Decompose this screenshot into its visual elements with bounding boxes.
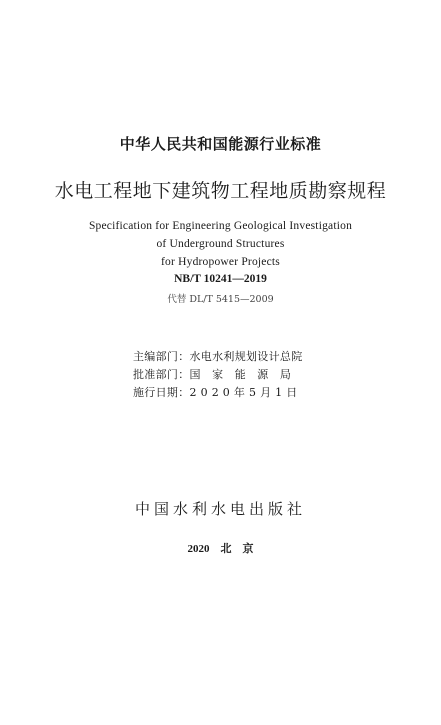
title-chinese: 水电工程地下建筑物工程地质勘察规程 [54, 180, 387, 202]
title-english-line-3: for Hydropower Projects [161, 256, 280, 268]
industry-standard-heading: 中华人民共和国能源行业标准 [119, 135, 322, 153]
title-english-line-2: of Underground Structures [156, 238, 285, 250]
publisher-name: 中国水利水电出版社 [134, 500, 306, 518]
title-english-line-1: Specification for Engineering Geological Investigation [88, 220, 353, 232]
effective-date: 施行日期：2 0 2 0 年 5 月 1 日 [133, 386, 298, 399]
editor-department: 主编部门：水电水利规划设计总院 [133, 350, 303, 363]
replaces-note: 代替 DL/T 5415—2009 [167, 294, 274, 305]
approver-department: 批准部门：国 家 能 源 局 [133, 368, 292, 381]
standard-code: NB/T 10241—2019 [174, 273, 267, 285]
publication-year-city: 2020 北 京 [187, 543, 254, 555]
